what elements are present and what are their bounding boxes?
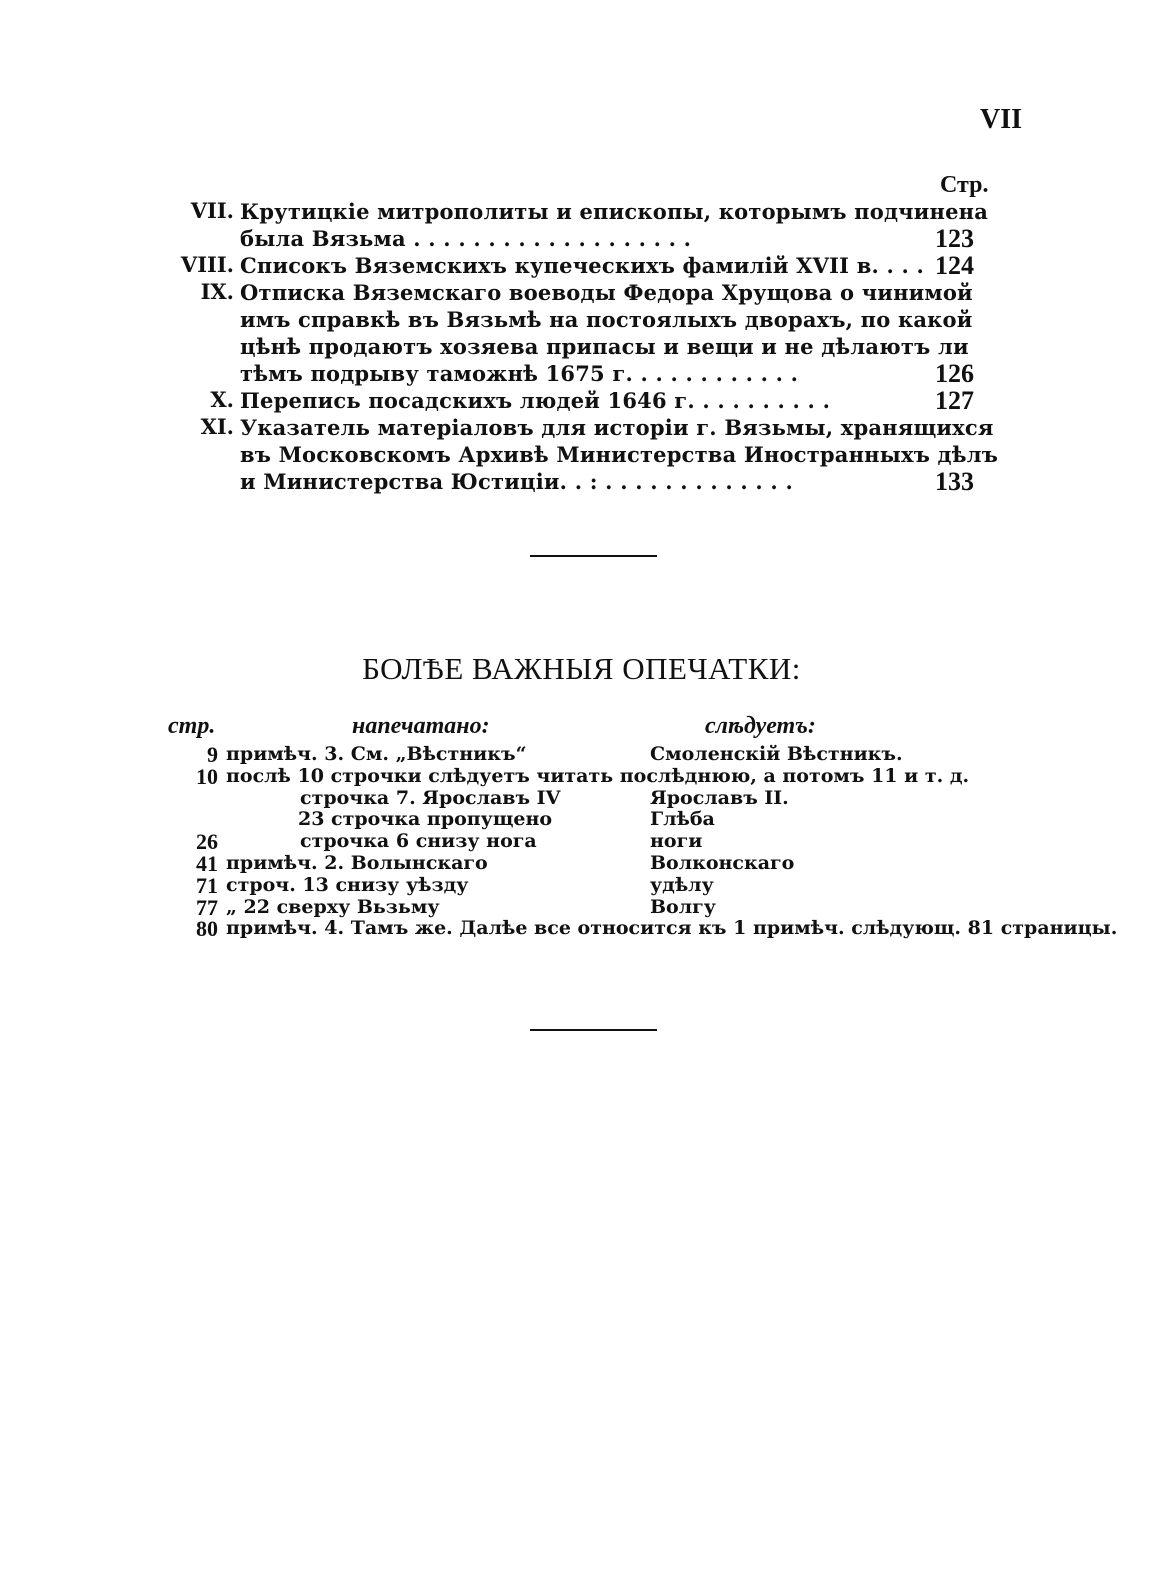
toc-entry-page: 123: [935, 224, 974, 253]
errata-row: [150, 763, 1030, 789]
toc-entry-line: Указатель матеріаловъ для исторіи г. Вязьмы, хранящихся: [240, 415, 994, 440]
errata-printed: 23 строчка пропущено: [298, 808, 553, 831]
toc-entry: [160, 198, 990, 252]
toc-entry-number: XI.: [200, 414, 234, 439]
errata-note: послѣ 10 строчки слѣдуетъ читать послѣднюю, а потомъ 11 и т. д.: [226, 764, 970, 787]
errata-printed: строчка 7. Ярославъ IV: [300, 786, 561, 809]
errata-page: 71: [196, 872, 218, 898]
toc-entry-number: VII.: [190, 198, 234, 223]
toc-entry: [160, 387, 990, 414]
table-of-contents: [160, 198, 999, 496]
errata-title: БОЛѢЕ ВАЖНЫЯ ОПЕЧАТКИ:: [362, 651, 801, 686]
toc-entry-page: 124: [935, 251, 974, 280]
errata-correction: Ярославъ II.: [650, 786, 789, 809]
errata-row: [150, 809, 1030, 831]
errata-correction: удѣлу: [650, 873, 714, 896]
toc-entry-line: была Вязьма . . . . . . . . . . . . . . . . . . .: [240, 226, 692, 251]
errata-row: [150, 894, 1030, 920]
errata-correction: Волгу: [650, 895, 716, 918]
errata-page: 41: [196, 850, 218, 876]
errata-page: 9: [207, 742, 218, 767]
toc-entry-line: цѣнѣ продаютъ хозяева припасы и вещи и не дѣлаютъ ли: [240, 334, 969, 359]
toc-entry-line: тѣмъ подрыву таможнѣ 1675 г. . . . . . . . . . . .: [240, 361, 799, 386]
errata-page: 80: [196, 916, 218, 942]
toc-entry-line: Перепись посадскихъ людей 1646 г. . . . . . . . . .: [240, 388, 831, 413]
errata-correction: Волконскаго: [650, 851, 795, 874]
toc-entry-line: въ Московскомъ Архивѣ Министерства Иностранныхъ дѣлъ: [240, 442, 999, 467]
errata-printed: строчка 6 снизу нога: [300, 830, 537, 853]
toc-entry-line: и Министерства Юстиціи. . : . . . . . . . . . . . . .: [240, 469, 793, 494]
toc-entry-page: 127: [935, 386, 974, 415]
errata-column-printed: напечатано:: [352, 713, 490, 739]
errata-printed: примѣч. 3. См. „Вѣстникъ“: [226, 743, 527, 765]
toc-entry: [160, 252, 990, 279]
divider-rule: [530, 555, 657, 557]
toc-entry-number: IX.: [200, 279, 234, 304]
errata-row: [150, 916, 1118, 942]
errata-column-page: стр.: [168, 713, 216, 739]
errata-row: [150, 744, 1030, 766]
toc-entry: [160, 279, 990, 387]
errata-correction: ноги: [650, 830, 703, 853]
errata-printed: строч. 13 снизу уѣзду: [226, 873, 469, 896]
errata-row: [150, 788, 1030, 810]
toc-entry-line: Списокъ Вяземскихъ купеческихъ фамилій XVII в. . . .: [240, 253, 925, 278]
toc-entry-line: Крутицкіе митрополиты и епископы, которымъ подчинена: [240, 199, 989, 224]
errata-page: 77: [196, 894, 218, 920]
errata-correction: Глѣба: [650, 808, 715, 831]
errata-printed: примѣч. 2. Волынскаго: [226, 851, 488, 874]
errata-page: 26: [196, 829, 218, 855]
errata-correction: Смоленскій Вѣстникъ.: [650, 743, 903, 765]
toc-entry-line: имъ справкѣ въ Вязьмѣ на постоялыхъ дворахъ, по какой: [240, 307, 973, 332]
errata-page: 10: [196, 763, 218, 789]
errata-printed: „ 22 сверху Вьзьму: [226, 895, 440, 918]
toc-page-column-header: Стр.: [940, 172, 989, 198]
toc-entry-number: VIII.: [180, 252, 234, 277]
toc-entry: [160, 414, 999, 496]
errata-note: примѣч. 4. Тамъ же. Далѣе все относится къ 1 примѣч. слѣдующ. 81 страницы.: [226, 917, 1118, 940]
errata-row: [150, 872, 1030, 898]
divider-rule: [530, 1029, 657, 1031]
errata-column-should: слѣдуетъ:: [705, 713, 816, 739]
toc-entry-line: Отписка Вяземскаго воеводы Федора Хрущова о чинимой: [240, 280, 973, 305]
toc-entry-page: 133: [935, 467, 974, 496]
toc-entry-number: X.: [210, 387, 234, 412]
errata-list: [150, 742, 1118, 942]
errata-row: [150, 850, 1030, 876]
page-number: VII: [980, 104, 1023, 135]
errata-row: [150, 831, 1030, 853]
toc-entry-page: 126: [935, 359, 974, 388]
